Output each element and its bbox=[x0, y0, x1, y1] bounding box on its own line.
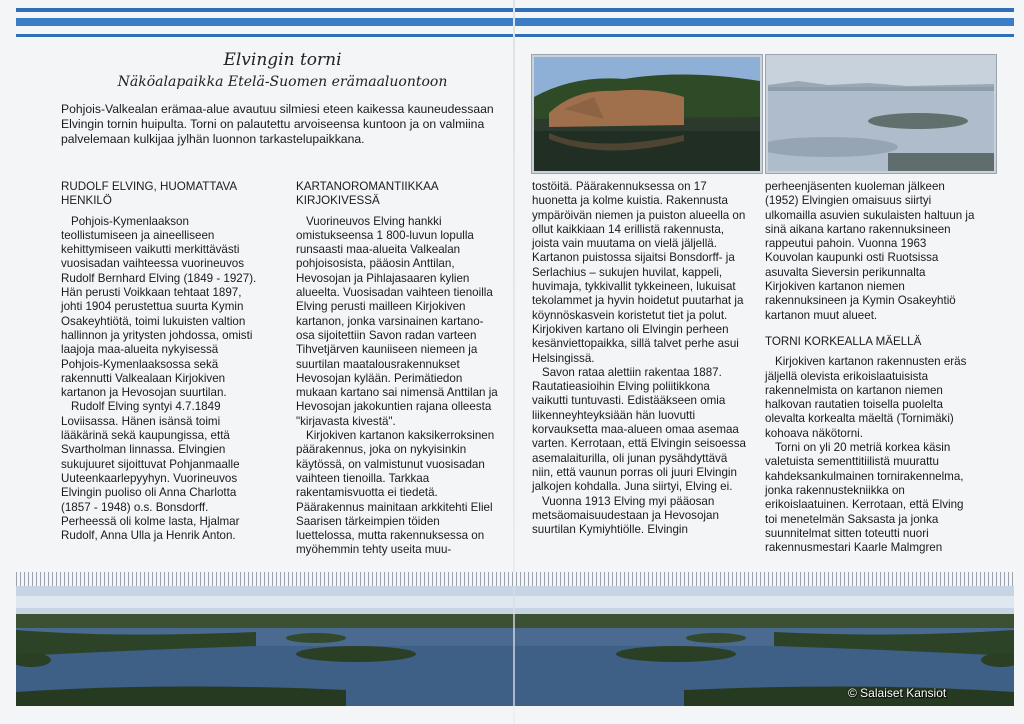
paragraph: Rudolf Elving syntyi 4.7.1849 Loviisassa. Hänen isänsä toimi lääkärinä sekä kaupungissa, että Svartholman linnassa. Elvingien sukujuuret sijoittuvat Pohjanmaalle Uuteenkaarlepyyhyn. Vuorineuvos Elvingin puoliso oli Anna Charlotta (1857 - 1948) o.s. Bonsdorff. Perheessä oli kolme lasta, Hjalmar Rudolf, Anna Ulla ja Henrik Anton. bbox=[61, 400, 240, 543]
paragraph: Vuonna 1913 Elving myi pääosan metsäomaisuudestaan ja Hevosojan suurtilan Kymiyhtiölle. Elvingin bbox=[532, 494, 719, 537]
section-heading: TORNI KORKEALLA MÄELLÄ bbox=[765, 334, 922, 348]
paragraph: tostöitä. Päärakennuksessa on 17 huonetta ja kolme kuistia. Rakennusta ympäröivän niemen ja puiston alueella on ollut kaikkiaan 14 erillistä rakennusta, joista vain muutama on vielä jäljellä. Kartanon puistossa sijaitsi Bonsdorff- ja Serlachius – sukujen huvilat, kappeli, huvimaja, tykkivallit tykkeineen, lukuisat tekolammet ja hyvin hoidetut puutarhat ja köynnöskasvein koristetut tiet ja polut. Kirjokiven kartano oli Elvingin perheen kesänviettopaikka, sillä talvet perhe asui Helsingissä. bbox=[532, 180, 746, 365]
top-stripe-thick bbox=[16, 18, 1014, 26]
top-stripe-thin bbox=[16, 34, 1014, 37]
column-2 bbox=[296, 180, 501, 558]
column-3 bbox=[532, 180, 746, 537]
column-1 bbox=[61, 180, 261, 543]
intro-paragraph: Pohjois-Valkealan erämaa-alue avautuu silmiesi eteen kaikessa kauneudessaan Elvingin tornin huipulta. Torni on palautettu arvoiseensa kuntoon ja on valmiina palvelemaan kulkijaa jylhän luonnon tarkastelupaikkana. bbox=[61, 102, 494, 146]
misty-lake-image bbox=[768, 57, 994, 171]
paragraph: Kirjokiven kartanon rakennusten eräs jäljellä olevista erikoislaatuisista rakennelmista on kartanon niemen halkovan rautatien toisella puolelta olevalta korkealta mäeltä (Tornimäki) kohoava näkötorni. bbox=[765, 355, 967, 440]
top-stripe bbox=[16, 8, 1014, 12]
section-heading: KARTANOROMANTIIKKAA KIRJOKIVESSÄ bbox=[296, 180, 438, 208]
paragraph: Kirjokiven kartanon kaksikerroksinen päärakennus, joka on nykyisinkin käytössä, on valmistunut vuosisadan vaihteen tienoilla. Tarkkaa rakentamisvuotta ei tiedetä. Päärakennus mainitaan arkkitehti Eliel Saarisen tärkeimpien töiden luettelossa, mutta rakennuksessa on myöhemmin tehty useita muu- bbox=[296, 429, 495, 557]
misty-lake-photo bbox=[766, 55, 996, 173]
paragraph: Pohjois-Kymenlaakson teollistumiseen ja aineelliseen kehittymiseen vaikutti merkittävästi vuosisadan vaihteessa vuorineuvos Rudolf Bernhard Elving (1849 - 1927). Hän perusti Voikkaan tehtaat 1897, johti 1904 perustettua suurta Kymin Osakeyhtiötä, toimi lukuisten valtion hallinnon ja yritysten johdossa, omisti laajoja maa-alueita nykyisessä Pohjois-Kymenlaaksossa sekä rakennutti Valkealaan Kirjokiven kartanon ja Hevosojan suurtilan. bbox=[61, 214, 257, 400]
watermark: © Salaiset Kansiot bbox=[848, 686, 947, 700]
paragraph: Vuorineuvos Elving hankki omistukseensa 1 800-luvun lopulla runsaasti maa-alueita Valkealan pohjoisosista, pääosin Anttilan, Hevosojan ja Pihlajasaaren kylien alueelta. Vuosisadan vaihteen tienoilla Elving perusti mailleen Kirjokiven kartanon, jonka varsinainen kartano-osa sijoitettiin Savon radan varteen Tihvetjärven kauniiseen niemeen ja suurtilan maatalousrakennukset Hevosojan kylään. Perimätiedon mukaan kartano sai nimensä Anttilan ja Hevosojan jakokuntien rajana olleesta "kirjavasta kivestä". bbox=[296, 214, 498, 428]
brochure-title: Elvingin torni bbox=[223, 50, 342, 70]
tick-border bbox=[16, 572, 1014, 586]
paragraph: Torni on yli 20 metriä korkea käsin valetuista sementtitiilistä muurattu kahdeksankulmainen tornirakennelma, jonka rakennustekniikka on erikoislaatuinen. Kerrotaan, että Elving toi menetelmän Saksasta ja jonka suunnitelmat sitten toteutti nuori rakennusmestari Kaarle Malmgren bbox=[765, 441, 964, 555]
brochure-subtitle: Näköalapaikka Etelä-Suomen erämaaluontoon bbox=[117, 74, 448, 90]
paragraph: Savon rataa alettiin rakentaa 1887. Rautatieasioihin Elving poliitikkona vaikutti tuntuvasti. Edistääkseen omia liikenneyhteyksiään hän luovutti korvauksetta maa-alueen omaa asemaa varten. Kerrotaan, että Elvingin seisoessa asemalaiturilla, oli junan pysähdyttävä niin, että vaunun porras oli juuri Elvingin jalkojen kohdalla. Juna siirtyi, Elving ei. bbox=[532, 365, 746, 494]
column-4 bbox=[765, 180, 975, 555]
cliff-lake-photo bbox=[532, 55, 762, 173]
section-heading: RUDOLF ELVING, HUOMATTAVA HENKILÖ bbox=[61, 180, 237, 208]
paragraph: perheenjäsenten kuoleman jälkeen (1952) Elvingien omaisuus siirtyi ulkomailla asuvien sukulaisten haltuun ja sinä aikana kartano rakennuksineen rappeutui pahoin. Vuonna 1963 Kouvolan kaupunki osti Ruotsissa asuvalta Sieversin perikunnalta Kirjokiven kartanon niemen rakennuksineen ja Kymin Osakeyhtiö kartanon muut alueet. bbox=[765, 180, 975, 322]
cliff-lake-image bbox=[534, 57, 760, 171]
